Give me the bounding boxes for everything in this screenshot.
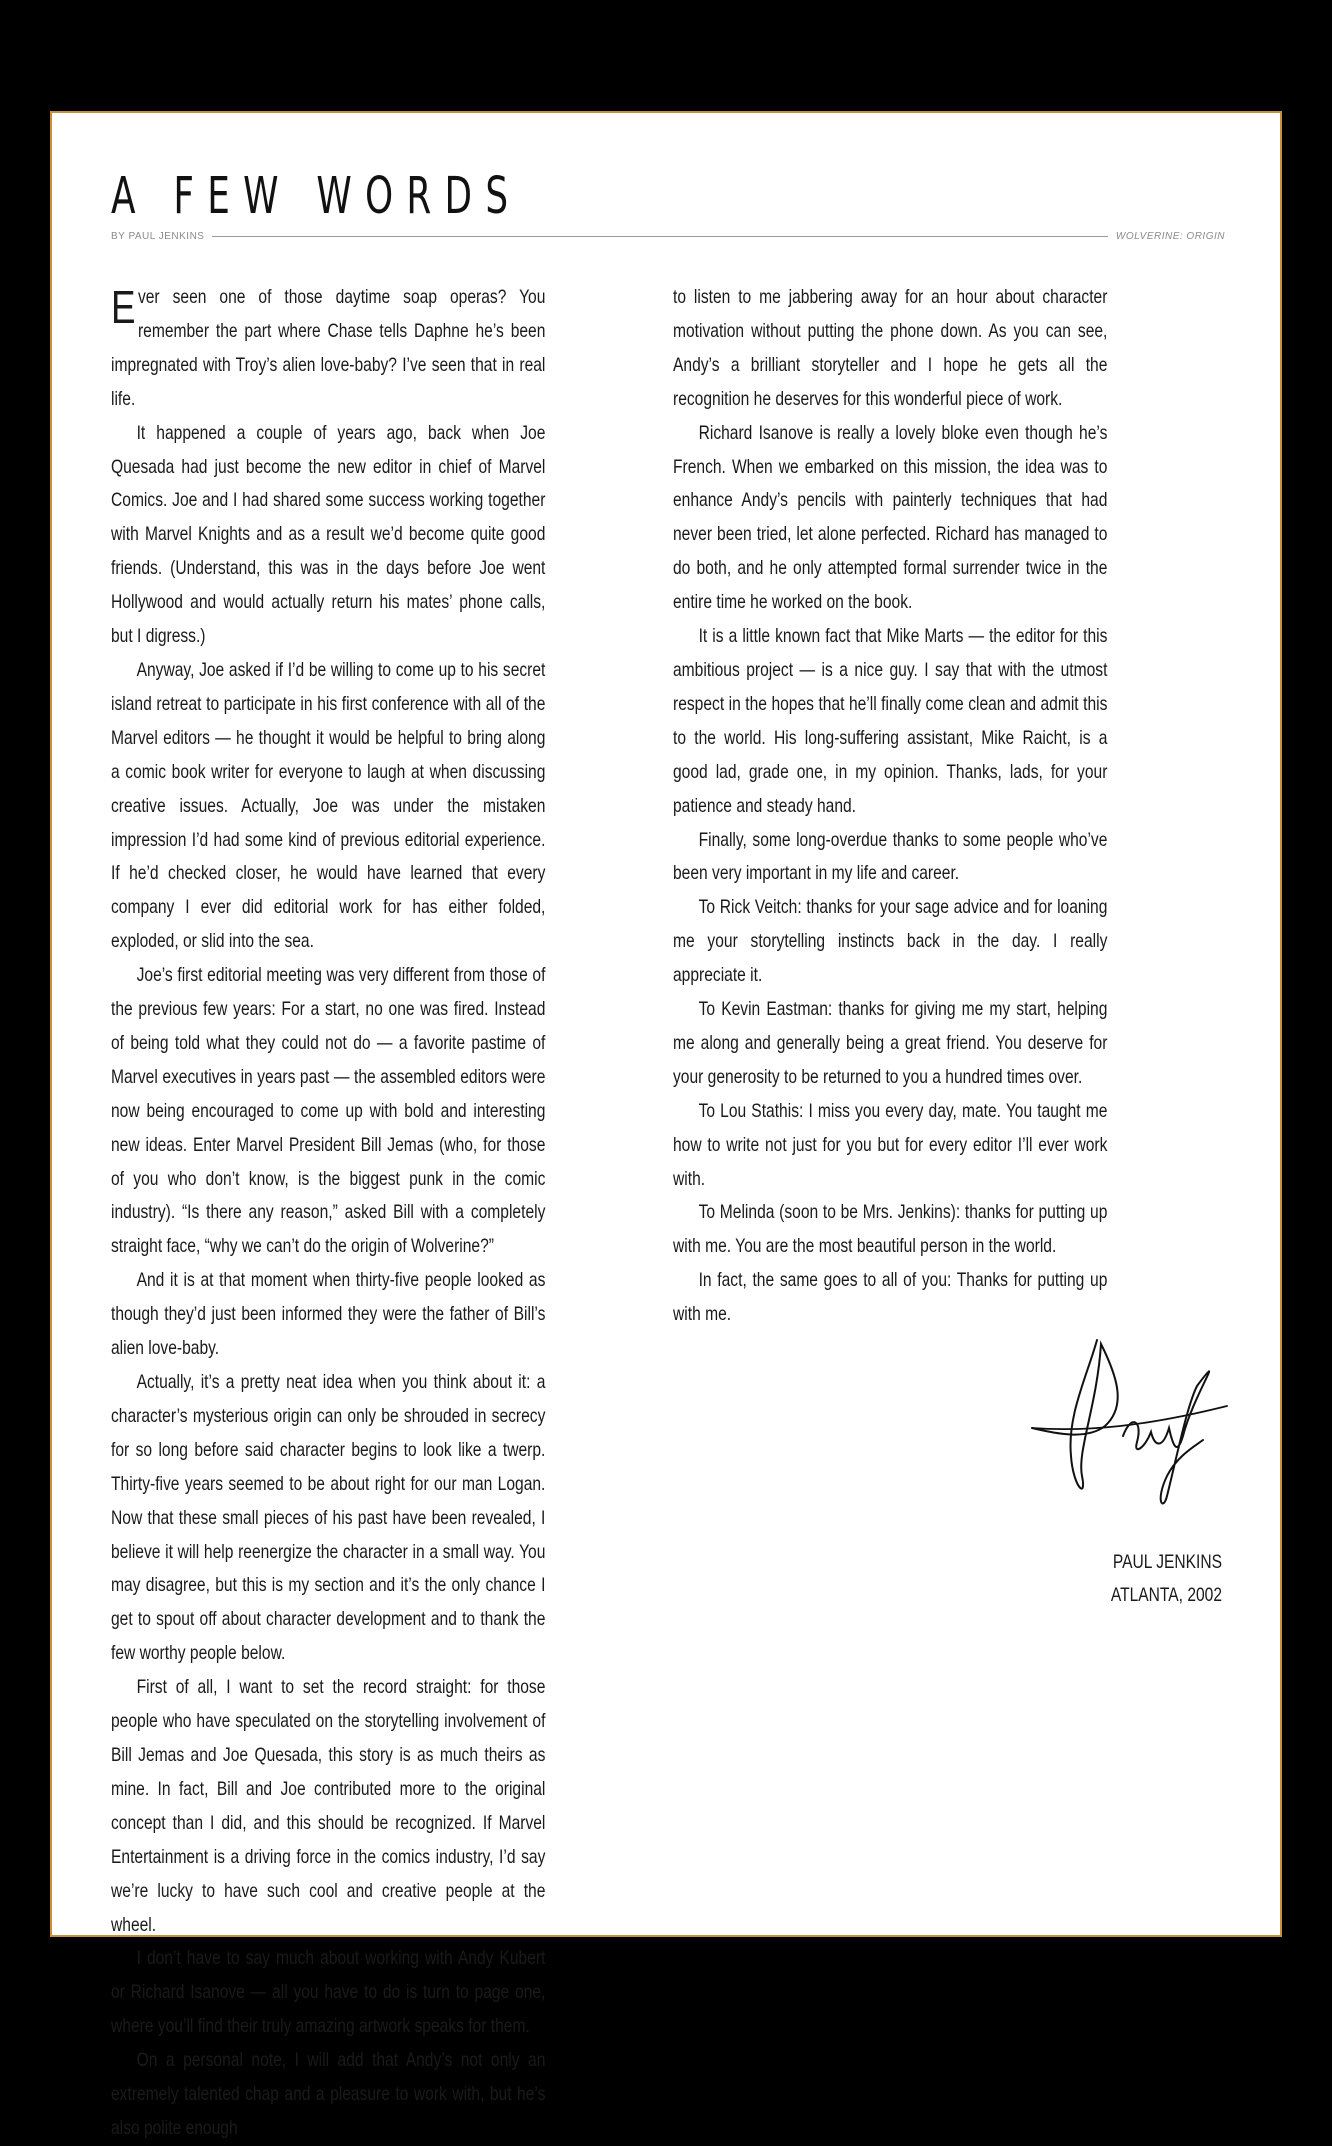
paragraph: Ever seen one of those daytime soap operas? You remember the part where Chase tells Daphne he’s been impregnated with Troy’s alien love-baby? I’ve seen that in real life. [111,281,546,410]
series-title: WOLVERINE: ORIGIN [1115,230,1225,242]
signature-name: PAUL JENKINS [1112,1552,1222,1573]
page-title: A FEW WORDS [111,167,522,226]
byline-bar [111,229,1225,243]
paragraph: Joe’s first editorial meeting was very different from those of the previous few years: For a start, no one was fired. Instead of being told what they could not do — a favorite pastime of Marvel executives in years past — the assembled editors were now being encouraged to come up with bold and interesting new ideas. Enter Marvel President Bill Jemas (who, for those of you who don’t know, is the biggest punk in the comic industry). “Is there any reason,” asked Bill with a completely straight face, “why we can’t do the origin of Wolverine?” [111,964,546,1258]
left-column [111,281,545,2146]
page [50,111,1282,2139]
paragraph: It is a little known fact that Mike Marts — the editor for this ambitious project — is a nice guy. I say that with the utmost respect in the hopes that he’ll finally come clean and admit this to the world. His long-suffering assistant, Mike Raicht, is a good lad, grade one, in my opinion. Thanks, lads, for your patience and steady hand. [673,625,1108,817]
paragraph: Anyway, Joe asked if I’d be willing to come up to his secret island retreat to participate in his first conference with all of the Marvel editors — he thought it would be helpful to bring along a comic book writer for everyone to laugh at when discussing creative issues. Actually, Joe was under the mistaken impression I’d had some kind of previous editorial experience. If he’d checked closer, he would have learned that every company I ever did editorial work for has either folded, exploded, or slid into the sea. [111,658,546,953]
paragraph: To Lou Stathis: I miss you every day, mate. You taught me how to write not just for you but for every editor I’ll ever work with. [673,1099,1108,1190]
paragraph: I don’t have to say much about working with Andy Kubert or Richard Isanove — all you have to do is turn to page one, where you’ll find their truly amazing artwork speaks for them. [111,1947,546,2038]
paragraph: To Kevin Eastman: thanks for giving me my start, helping me along and generally being a great friend. You deserve for your generosity to be returned to you a hundred times over. [673,998,1108,1088]
signature [1027,1336,1247,1512]
signature-place-date: ATLANTA, 2002 [1110,1585,1222,1606]
header-rule [212,236,1107,237]
paragraph: First of all, I want to set the record straight: for those people who have speculated on the storytelling involvement of Bill Jemas and Joe Quesada, this story is as much theirs as mine. In fact, Bill and Joe contributed more to the original concept than I did, and this should be recognized. If Marvel Entertainment is a driving force in the comics industry, I’d say we’re lucky to have such cool and creative people at the wheel. [111,1676,546,1936]
paragraph: Actually, it’s a pretty neat idea when you think about it: a character’s mysterious origin can only be shrouded in secrecy for so long before said character begins to look like a twerp. Thirty-five years seemed to be about right for our man Logan. Now that these small pieces of his past have been revealed, I believe it will help reenergize the character in a small way. You may disagree, but this is my section and it’s the only chance I get to spout off about character development and to thank the few worthy people below. [111,1371,546,1665]
author-byline: BY PAUL JENKINS [111,230,205,242]
paragraph: to listen to me jabbering away for an hour about character motivation without putting the phone down. As you can see, Andy’s a brilliant storyteller and I hope he gets all the recognition he deserves for this wonderful piece of work. [673,286,1108,410]
paragraph: To Melinda (soon to be Mrs. Jenkins): thanks for putting up with me. You are the most beautiful person in the world. [673,1201,1108,1258]
paragraph: Finally, some long-overdue thanks to some people who’ve been very important in my life and career. [673,828,1108,885]
right-column [673,281,1107,1332]
signature-block [1052,1546,1222,1612]
paragraph: And it is at that moment when thirty-five people looked as though they’d just been informed they were the father of Bill’s alien love-baby. [111,1269,546,1360]
paragraph: On a personal note, I will add that Andy’s not only an extremely talented chap and a pleasure to work with, but he’s also polite enough [111,2049,546,2139]
paragraph: It happened a couple of years ago, back when Joe Quesada had just become the new editor in chief of Marvel Comics. Joe and I had shared some success working together with Marvel Knights and as a result we’d become quite good friends. (Understand, this was in the days before Joe went Hollywood and would actually return his mates’ phone calls, but I digress.) [111,421,546,648]
paragraph: To Rick Veitch: thanks for your sage advice and for loaning me your storytelling instincts back in the day. I really appreciate it. [673,896,1108,987]
drop-cap: E [111,281,136,333]
paragraph: In fact, the same goes to all of you: Thanks for putting up with me. [673,1269,1108,1326]
paragraph: Richard Isanove is really a lovely bloke even though he’s French. When we embarked on this mission, the idea was to enhance Andy’s pencils with painterly techniques that had never been tried, let alone perfected. Richard has managed to do both, and he only attempted formal surrender twice in the entire time he worked on the book. [673,421,1108,614]
